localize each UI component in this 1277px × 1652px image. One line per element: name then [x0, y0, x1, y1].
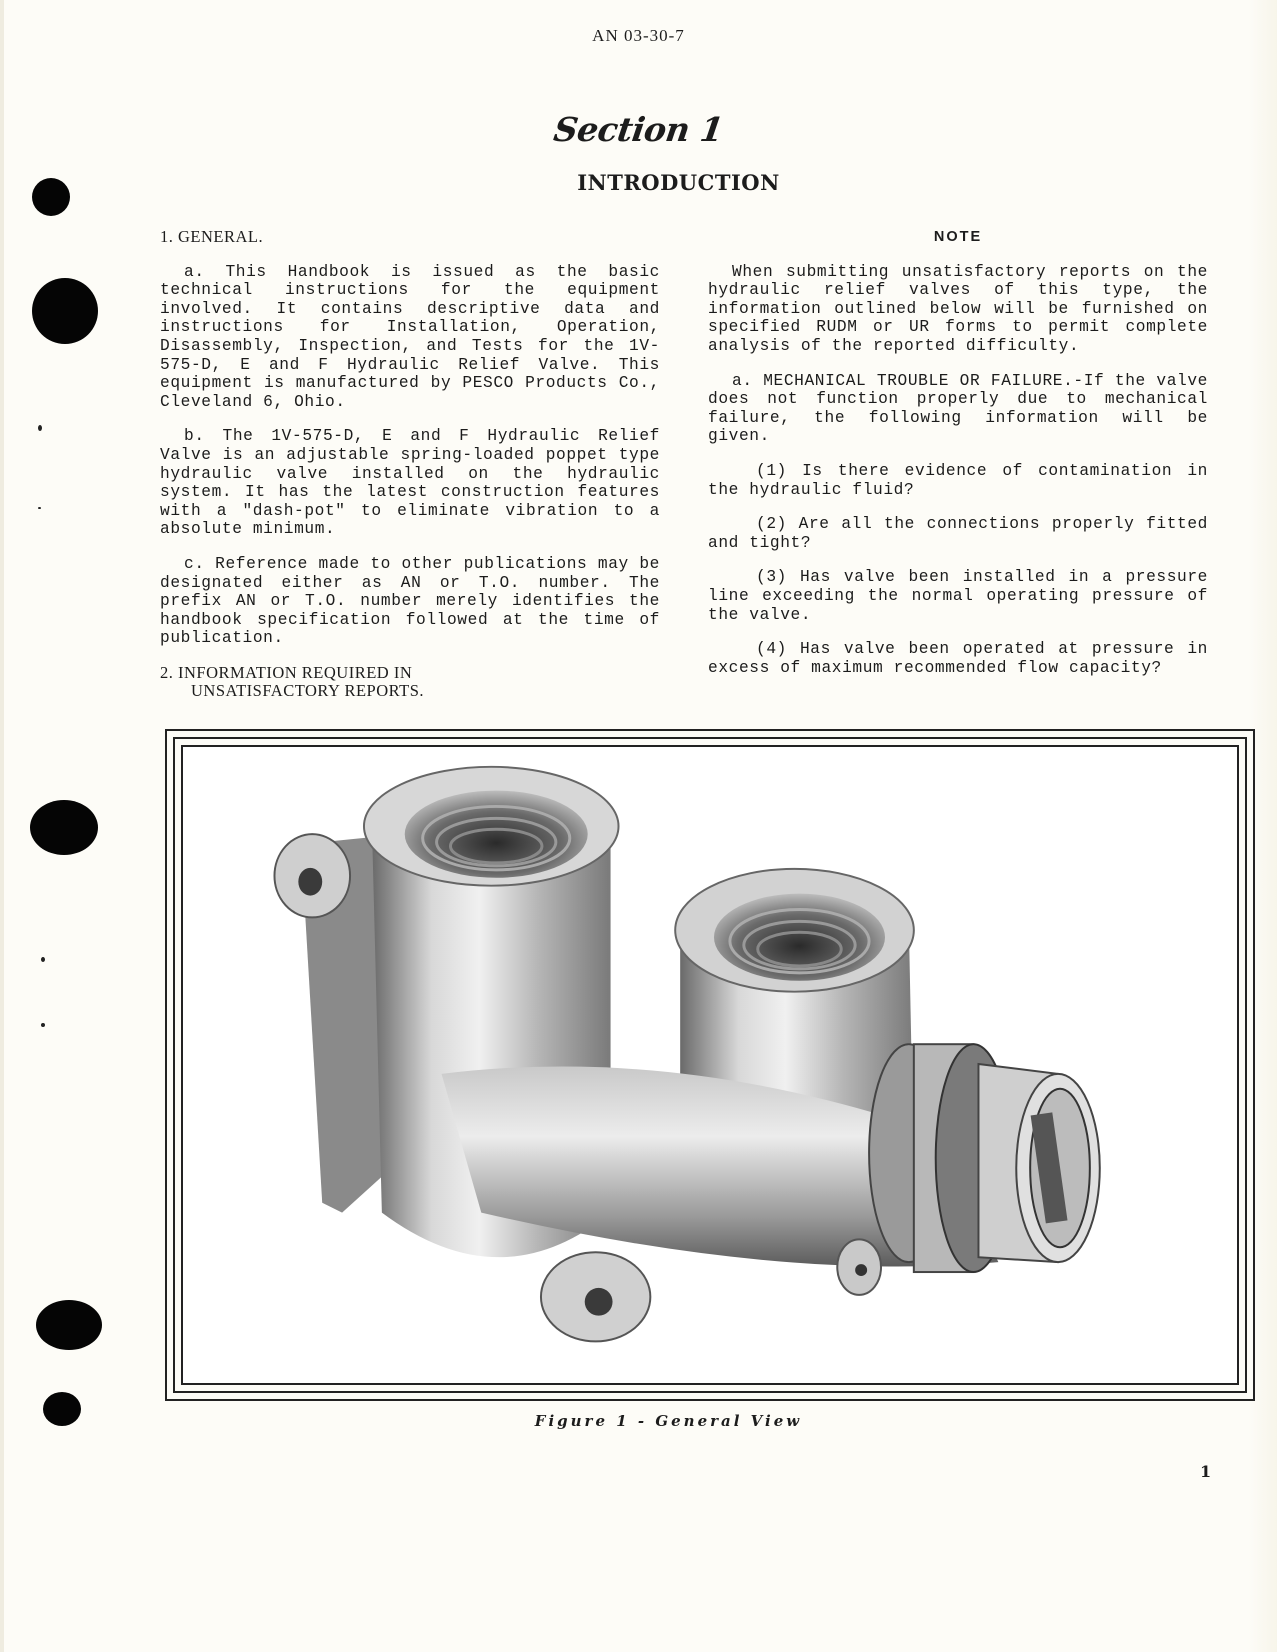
figure-image-area: [181, 745, 1239, 1385]
list-item: (4) Has valve been operated at pressure in excess of maximum recommended flow capacity?: [708, 640, 1208, 677]
right-column: [708, 228, 1208, 693]
figure-frame: [165, 729, 1255, 1401]
heading-information-required: [160, 664, 660, 701]
page-number: 1: [1200, 1462, 1212, 1481]
speck: [38, 507, 41, 509]
speck: [38, 425, 42, 431]
speck: [41, 1023, 45, 1027]
figure-frame-inner: [173, 737, 1247, 1393]
document-number: AN 03-30-7: [592, 26, 685, 45]
paragraph-mechanical-trouble: a. MECHANICAL TROUBLE OR FAILURE.-If the valve does not function properly due to mechanical failure, the following information will be given.: [708, 371, 1208, 446]
heading-line-1: 2. INFORMATION REQUIRED IN: [160, 662, 413, 682]
paragraph-a: a. This Handbook is issued as the basic technical instructions for the equipment involved. It contains descriptive data and instructions for Installation, Operation, Disassembly, Inspection, and Tests for the 1V-575-D, E and F Hydraulic Relief Valve. This equipment is manufactured by PESCO Products Co., Cleveland 6, Ohio.: [160, 262, 660, 411]
punch-hole-icon: [30, 800, 98, 855]
paragraph-c: c. Reference made to other publications may be designated either as AN or T.O. number. The prefix AN or T.O. number merely identifies the handbook specification followed at the time of publication.: [160, 554, 660, 648]
hydraulic-valve-illustration-icon: [183, 747, 1237, 1383]
section-heading: INTRODUCTION: [577, 170, 780, 195]
list-item: (1) Is there evidence of contamination in the hydraulic fluid?: [708, 461, 1208, 499]
punch-hole-icon: [36, 1300, 102, 1350]
heading-line-2: UNSATISFACTORY REPORTS.: [191, 681, 425, 701]
heading-general: 1. GENERAL.: [160, 227, 264, 246]
figure-caption: Figure 1 - General View: [534, 1412, 803, 1430]
note-title: NOTE: [933, 229, 983, 245]
section-title: Section 1: [551, 110, 726, 149]
punch-hole-icon: [32, 278, 98, 344]
left-column: [160, 228, 660, 701]
list-item: (3) Has valve been installed in a pressure line exceeding the normal operating pressure of the valve.: [708, 568, 1208, 624]
page-left-edge: [0, 0, 4, 1652]
speck: [41, 957, 45, 962]
note-text: When submitting unsatisfactory reports on the hydraulic relief valves of this type, the information outlined below will be furnished on specified RUDM or UR forms to permit complete analysis of the reported difficulty.: [708, 262, 1208, 355]
list-item: (2) Are all the connections properly fitted and tight?: [708, 515, 1208, 552]
paragraph-b: b. The 1V-575-D, E and F Hydraulic Relief Valve is an adjustable spring-loaded poppet type hydraulic valve installed on the hydraulic system. It has the latest construction features with a "dash-pot" to eliminate vibration to a absolute minimum.: [160, 427, 660, 539]
